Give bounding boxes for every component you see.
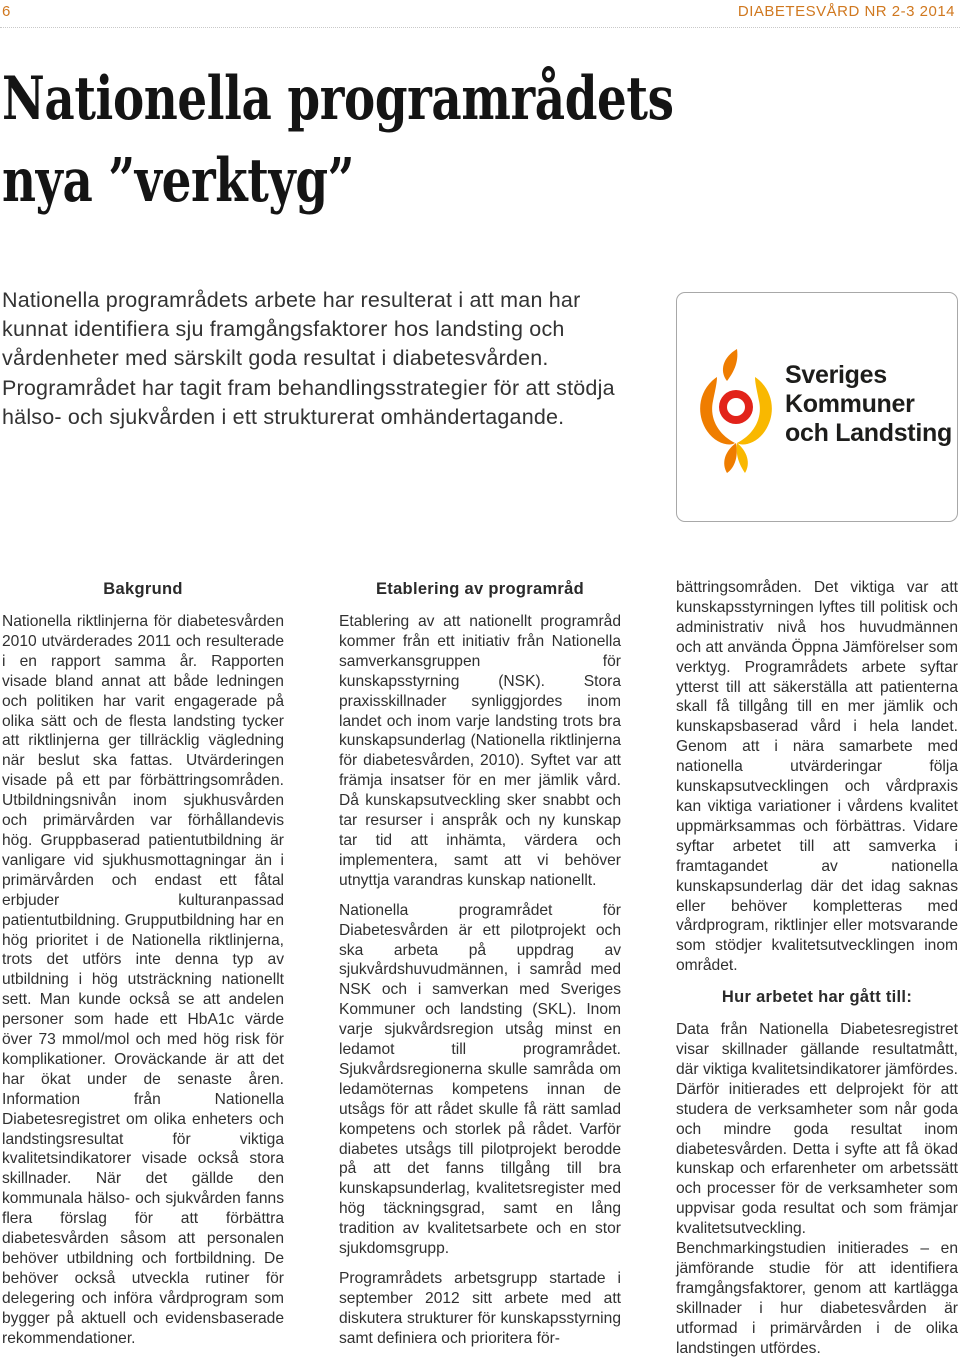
section-text-hur-arbetet: Data från Nationella Diabetesregistret visar skillnader gällande resultatmått, där viktiga kvalitetsindikatorer jämfördes. Därför initierades ett delprojekt för att studera de verksamheter som når goda och mindre goda resultat inom diabetesvården. Detta i syfte att få ökad kunskap och erfarenheter om arbetssätt och processer för de verksamheter som uppvisar goda resultat och som främjar kvalitetsutveckling. Benchmarkingstudien initierades – en jämförande studie för att identifiera framgångsfaktorer, genom att kartlägga skillnader i hur diabetesvården är utformad i primärvården i de olika landstingen utfördes. [676, 1021, 958, 1357]
header-rule [0, 27, 960, 28]
section-paragraph-etablering-2: Nationella programrådet för Diabetesvården är ett pilotprojekt och ska arbeta på uppdrag av sjukvårdshuvudmännen, i samråd med NSK och i samverkan med Sveriges Kommuner och landsting (SKL). Inom varje sjukvårdsregion utsåg minst en ledamot till programrådet. Sjukvårdsregionerna skulle samråda om ledamöternas kompetens innan de utsågs för att rådet skulle få rätt samlad kompetens och storlek på rådet. Varför diabetes utsågs till pilotprojekt berodde på att det fanns tillgång till bra kunskapsunderlag, kvalitetsregister med hög täckningsgrad, samt en lång tradition av kvalitetsarbete och en stor sjukdomsgrupp. [339, 901, 621, 1258]
skl-logo-box [676, 292, 958, 522]
section-heading-etablering: Etablering av programråd [375, 580, 584, 598]
logo-line-3: och Landsting [785, 419, 952, 447]
section-text-bakgrund: Nationella riktlinjerna för diabetesvården 2010 utvärderades 2011 och resulterade i en rapport samma år. Rapporten visade bland annat att både ledningen och politiken har varit engagerade på olika sätt och de flesta landsting tycker att riktlinjerna ger tillräcklig vägledning när beslut ska fattas. Utvärderingen visade på ett par förbättringsområden. Utbildningsnivån inom sjukhusvården och primärvården var förhållandevis hög. Gruppbaserad patientutbildning är vanligare vid sjukhusmottagningar än i primärvården och endast ett fåtal erbjuder kulturanpassad patientutbildning. Grupputbildning har en hög prioritet i de Nationella riktlinjerna, trots det utförs inte denna typ av utbildning i hög utsträckning nationellt sett. Man kunde också se att andelen personer som hade ett HbA1c värde över 73 mmol/mol och med hög risk för komplikationer. Oroväckande är att det har ökat under de senaste åren. Information från Nationella Diabetesregistret om olika enheters och landstingsresultat för viktiga kvalitetsindikatorer visade också stora skillnader. När det gällde den kommunala hälso- och sjukvården fanns flera förslag för att förbättra diabetesvården såsom att personalen behöver utbildning och fortbildning. De behöver också utveckla rutiner för delegering och införa vårdprogram som bygger på aktuell och evidensbaserade rekommendationer. [2, 613, 284, 1347]
section-paragraph-etablering-3: Programrådets arbetsgrupp startade i september 2012 sitt arbete med att diskutera strukturer för kunskapsstyrning samt definiera och prioritera för- [339, 1270, 621, 1347]
skl-logo-wordmark [785, 361, 952, 448]
section-paragraph-etablering-1: Etablering av att nationellt programråd kommer från ett initiativ från Nationella samverkansgruppen för kunskapsstyrning (NSK). Stora praxisskillnader synliggjordes inom landet och inom varje landsting trots bra kunskapsunderlag (Nationella riktlinjerna för diabetesvården, 2010). Syftet var att främja insatser för en mer jämlik vård. Då kunskapsutveckling sker snabbt och tar resurser i anspråk och ny kunskap tar tid att inhämta, värdera och implementera, samt att vi behöver utnyttja varandras kunskap nationellt. [339, 613, 621, 889]
column-3 [676, 578, 958, 1369]
section-paragraph-etablering-3-continued: bättringsområden. Det viktiga var att kunskapsstyrningen lyftes till politisk och administrativ nivå hos huvudmännen och att använda Öppna Jämförelser som verktyg. Programrådets arbete syftar ytterst till att säkerställa att patienterna skall få tillgång till en mer jämlik och kunskapsbaserad vård i hela landet. Genom att i nära samarbete med nationella utvärderingar följa kunskapsutvecklingen och vårdpraxis kan viktiga variationer i vårdens kvalitet uppmärksammas och förbättras. Vidare syftar arbetet till att samverka i framtagandet av nationella kunskapsunderlag där det idag saknas eller behöver kompletteras med vårdprogram, riktlinjer eller motsvarande som stödjer kvalitetsutvecklingen inom området. [676, 579, 958, 975]
logo-line-1: Sveriges [785, 361, 887, 389]
column-1 [2, 578, 284, 1359]
column-2 [339, 578, 621, 1359]
running-head: DIABETESVÅRD NR 2-3 2014 [737, 3, 955, 20]
article-title-line-1: Nationella programrådets [2, 64, 674, 134]
section-heading-bakgrund: Bakgrund [103, 580, 183, 598]
article-title-line-2: nya ”verktyg” [2, 146, 355, 216]
skl-logo-icon [693, 347, 779, 475]
page-number: 6 [2, 3, 11, 20]
article-title [2, 58, 860, 222]
article-lead: Nationella programrådets arbete har resulterat i att man har kunnat identifiera sju framgångsfaktorer hos landsting och vårdenheter med särskilt goda resultat i diabetesvården. Programrådet har tagit fram behandlingsstrategier för att stödja hälso- och sjukvården i ett strukturerat omhändertagande. [2, 288, 615, 429]
logo-line-2: Kommuner [785, 390, 915, 418]
section-heading-hur-arbetet: Hur arbetet har gått till: [721, 988, 913, 1007]
